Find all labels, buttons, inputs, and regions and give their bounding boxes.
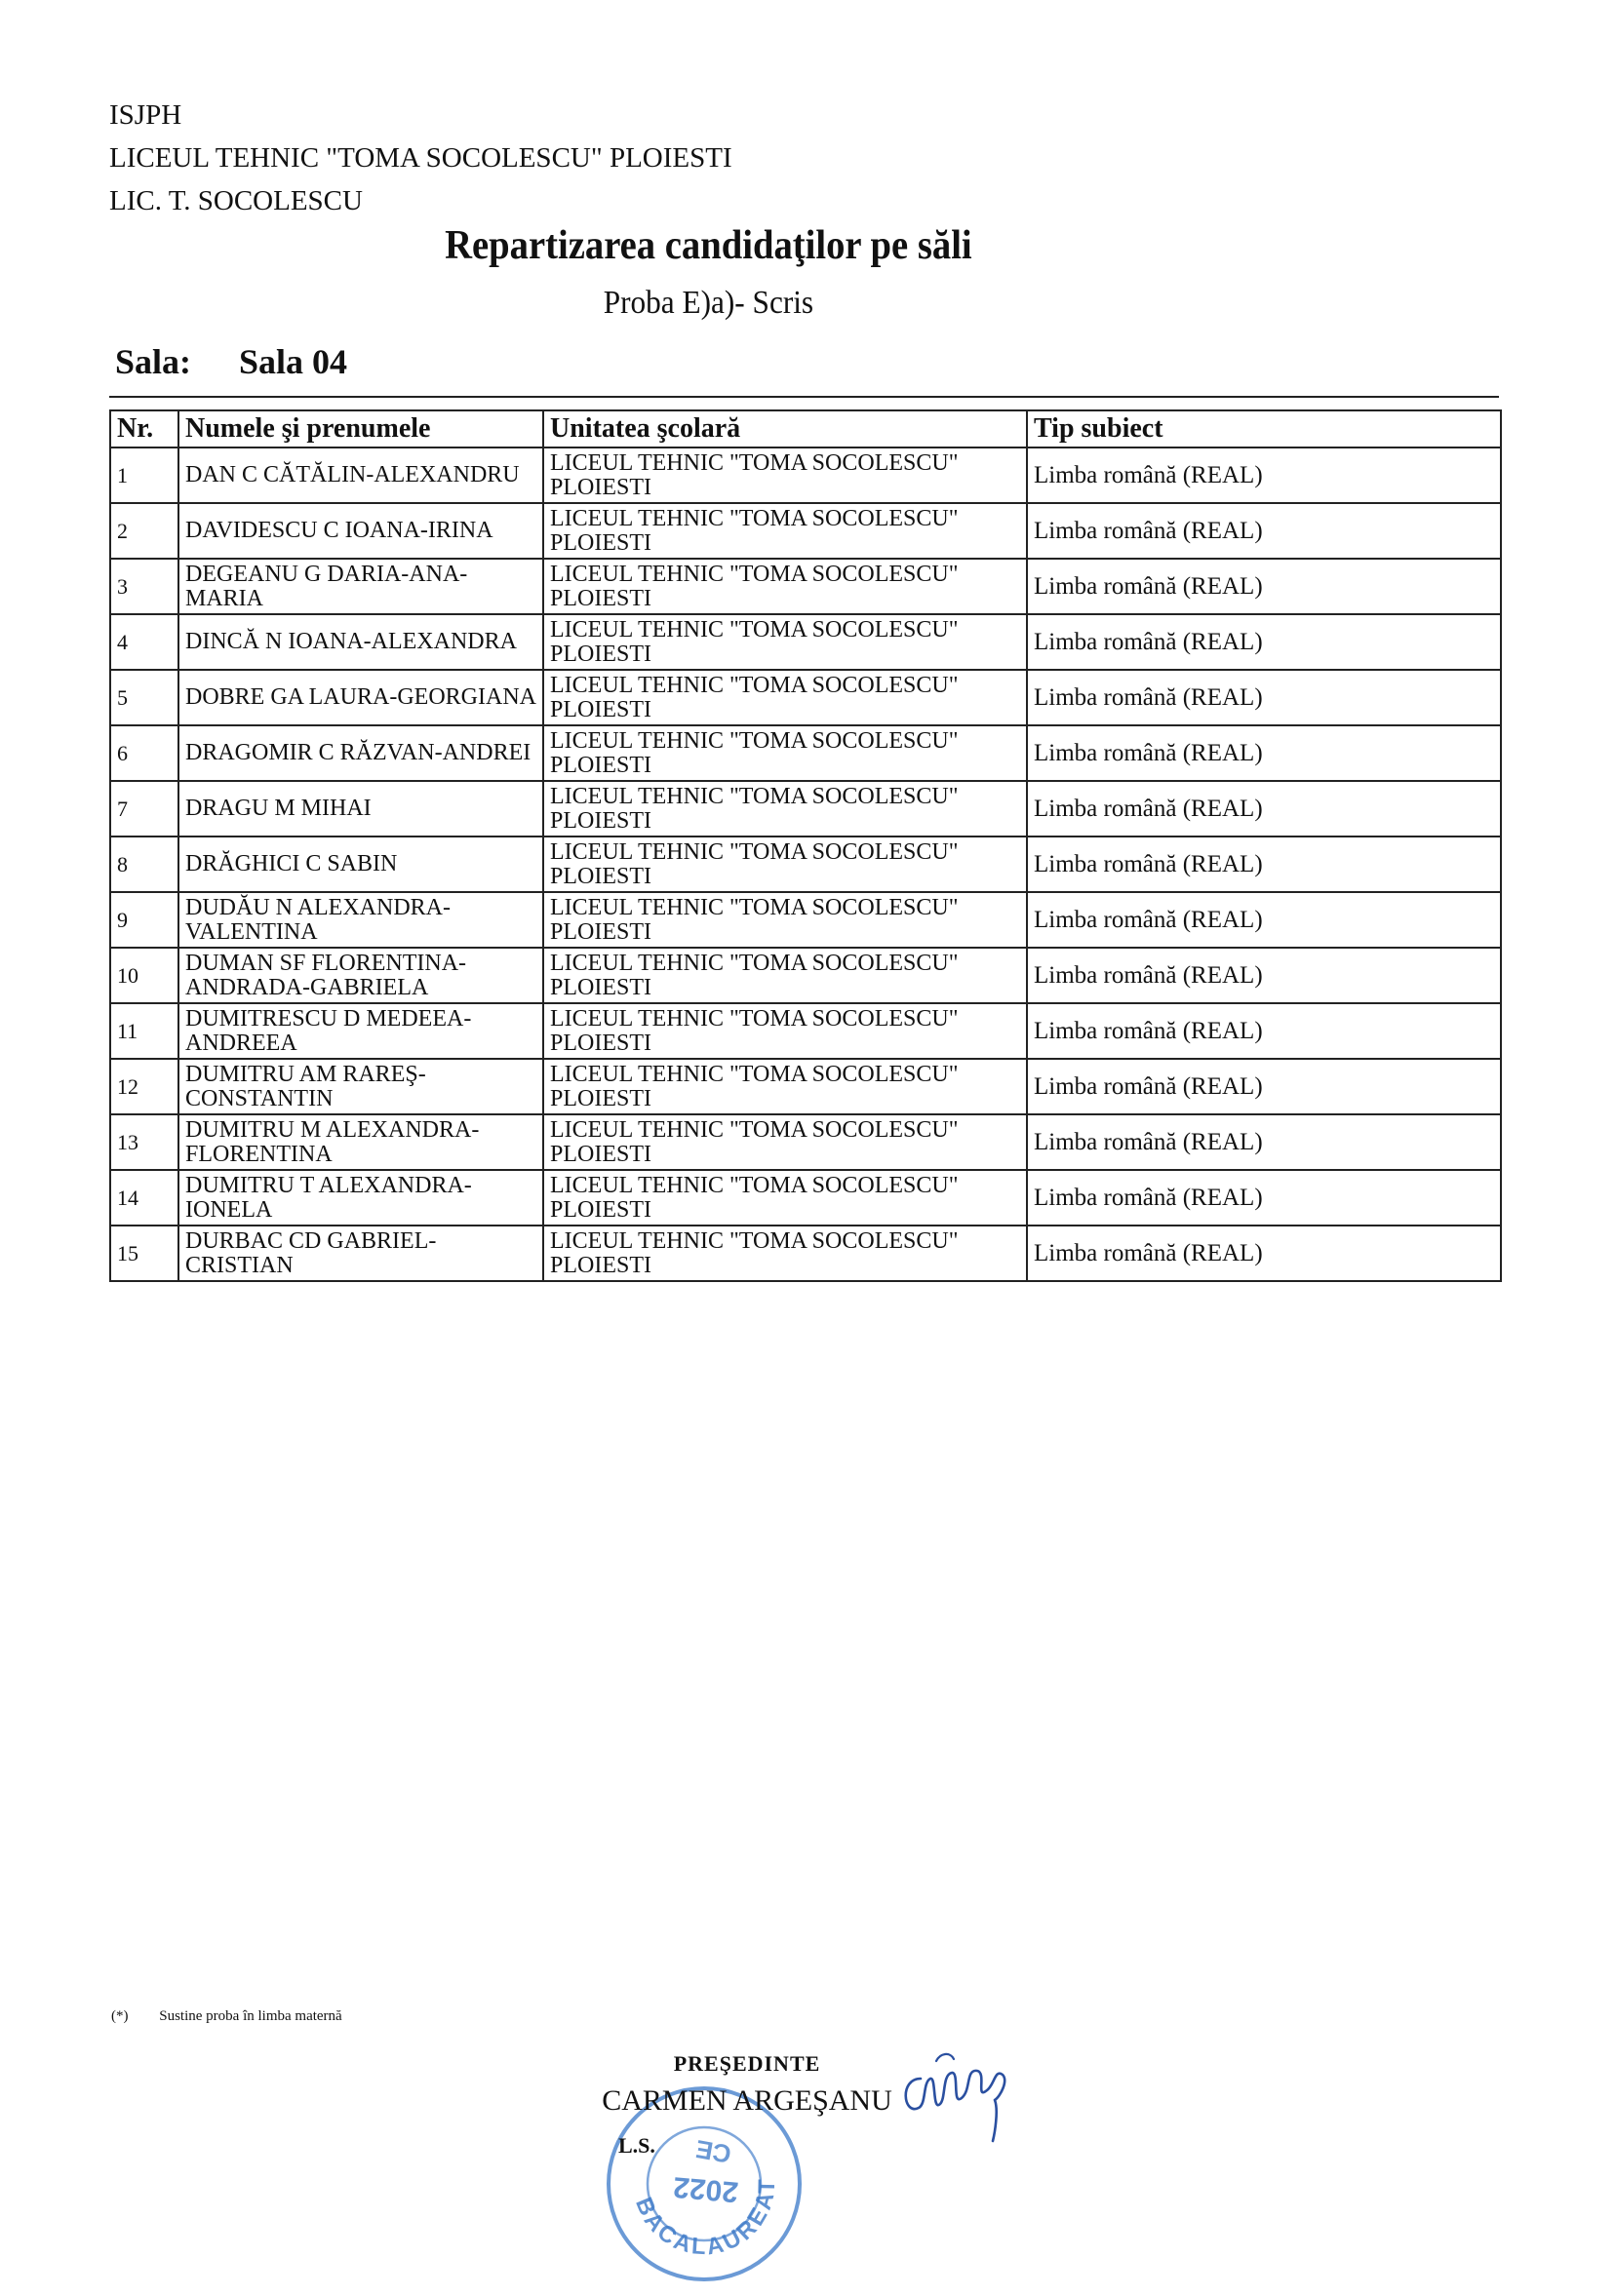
- room-value: Sala 04: [239, 342, 348, 381]
- row-subject: Limba română (REAL): [1027, 948, 1501, 1003]
- row-name: DUMITRU T ALEXANDRA-IONELA: [178, 1170, 543, 1226]
- row-nr: 15: [110, 1226, 178, 1281]
- row-nr: 4: [110, 614, 178, 670]
- row-name: DEGEANU G DARIA-ANA-MARIA: [178, 559, 543, 614]
- row-name: DAVIDESCU C IOANA-IRINA: [178, 503, 543, 559]
- table-row: [110, 781, 1501, 837]
- row-school: LICEUL TEHNIC "TOMA SOCOLESCU" PLOIESTI: [543, 1059, 1027, 1114]
- row-name: DUDĂU N ALEXANDRA-VALENTINA: [178, 892, 543, 948]
- row-school: LICEUL TEHNIC "TOMA SOCOLESCU" PLOIESTI: [543, 670, 1027, 725]
- row-nr: 7: [110, 781, 178, 837]
- header-line-2: LICEUL TEHNIC "TOMA SOCOLESCU" PLOIESTI: [109, 142, 732, 174]
- table-row: [110, 670, 1501, 725]
- row-subject: Limba română (REAL): [1027, 781, 1501, 837]
- header-line-1: ISJPH: [109, 99, 182, 131]
- table-row: [110, 1226, 1501, 1281]
- row-nr: 10: [110, 948, 178, 1003]
- president-name: CARMEN ARGEŞANU: [602, 2084, 892, 2117]
- row-school: LICEUL TEHNIC "TOMA SOCOLESCU" PLOIESTI: [543, 1114, 1027, 1170]
- row-nr: 1: [110, 448, 178, 503]
- column-header-name: Numele şi prenumele: [178, 410, 543, 448]
- row-subject: Limba română (REAL): [1027, 837, 1501, 892]
- row-school: LICEUL TEHNIC "TOMA SOCOLESCU" PLOIESTI: [543, 725, 1027, 781]
- candidates-table: [109, 409, 1502, 1282]
- top-rule: [109, 396, 1499, 398]
- row-name: DAN C CĂTĂLIN-ALEXANDRU: [178, 448, 543, 503]
- row-nr: 5: [110, 670, 178, 725]
- row-school: LICEUL TEHNIC "TOMA SOCOLESCU" PLOIESTI: [543, 837, 1027, 892]
- column-header-nr: Nr.: [110, 410, 178, 448]
- header-line-3: LIC. T. SOCOLESCU: [109, 185, 363, 216]
- row-subject: Limba română (REAL): [1027, 1059, 1501, 1114]
- row-subject: Limba română (REAL): [1027, 1003, 1501, 1059]
- row-name: DUMITRU M ALEXANDRA-FLORENTINA: [178, 1114, 543, 1170]
- column-header-subject: Tip subiect: [1027, 410, 1501, 448]
- row-subject: Limba română (REAL): [1027, 892, 1501, 948]
- row-nr: 11: [110, 1003, 178, 1059]
- row-subject: Limba română (REAL): [1027, 559, 1501, 614]
- stamp-year: 2022: [672, 2170, 740, 2208]
- footnote: [111, 2008, 342, 2025]
- table-row: [110, 1114, 1501, 1170]
- row-nr: 9: [110, 892, 178, 948]
- row-nr: 6: [110, 725, 178, 781]
- row-name: DRĂGHICI C SABIN: [178, 837, 543, 892]
- table-row: [110, 1003, 1501, 1059]
- row-subject: Limba română (REAL): [1027, 1170, 1501, 1226]
- row-school: LICEUL TEHNIC "TOMA SOCOLESCU" PLOIESTI: [543, 503, 1027, 559]
- row-name: DUMITRU AM RAREŞ-CONSTANTIN: [178, 1059, 543, 1114]
- room-info: [115, 341, 347, 382]
- column-header-school: Unitatea şcolară: [543, 410, 1027, 448]
- table-row: [110, 448, 1501, 503]
- row-nr: 12: [110, 1059, 178, 1114]
- row-nr: 14: [110, 1170, 178, 1226]
- table-row: [110, 559, 1501, 614]
- row-name: DURBAC CD GABRIEL-CRISTIAN: [178, 1226, 543, 1281]
- row-school: LICEUL TEHNIC "TOMA SOCOLESCU" PLOIESTI: [543, 614, 1027, 670]
- table-row: [110, 892, 1501, 948]
- signature: [893, 2040, 1030, 2161]
- table-header-row: [110, 410, 1501, 448]
- row-name: DUMAN SF FLORENTINA-ANDRADA-GABRIELA: [178, 948, 543, 1003]
- row-school: LICEUL TEHNIC "TOMA SOCOLESCU" PLOIESTI: [543, 892, 1027, 948]
- table-row: [110, 503, 1501, 559]
- row-school: LICEUL TEHNIC "TOMA SOCOLESCU" PLOIESTI: [543, 1170, 1027, 1226]
- row-subject: Limba română (REAL): [1027, 670, 1501, 725]
- footnote-mark: (*): [111, 2008, 129, 2024]
- table-row: [110, 948, 1501, 1003]
- stamp-code: CE: [693, 2134, 733, 2169]
- row-name: DRAGOMIR C RĂZVAN-ANDREI: [178, 725, 543, 781]
- president-role: PREŞEDINTE: [673, 2051, 821, 2076]
- ls-mark: L.S.: [618, 2133, 655, 2158]
- row-school: LICEUL TEHNIC "TOMA SOCOLESCU" PLOIESTI: [543, 781, 1027, 837]
- row-subject: Limba română (REAL): [1027, 1226, 1501, 1281]
- table-row: [110, 725, 1501, 781]
- table-row: [110, 1059, 1501, 1114]
- table-row: [110, 614, 1501, 670]
- row-subject: Limba română (REAL): [1027, 503, 1501, 559]
- document-title: Repartizarea candidaţilor pe săli: [445, 223, 972, 268]
- table-row: [110, 837, 1501, 892]
- footnote-text: Sustine proba în limba maternă: [159, 2008, 342, 2024]
- row-nr: 13: [110, 1114, 178, 1170]
- row-nr: 2: [110, 503, 178, 559]
- row-subject: Limba română (REAL): [1027, 1114, 1501, 1170]
- stamp-text: BACALAUREAT: [630, 2176, 781, 2261]
- row-name: DINCĂ N IOANA-ALEXANDRA: [178, 614, 543, 670]
- row-school: LICEUL TEHNIC "TOMA SOCOLESCU" PLOIESTI: [543, 948, 1027, 1003]
- room-label: Sala:: [115, 342, 192, 381]
- row-school: LICEUL TEHNIC "TOMA SOCOLESCU" PLOIESTI: [543, 1226, 1027, 1281]
- document-subtitle: Proba E)a)- Scris: [603, 285, 814, 321]
- row-subject: Limba română (REAL): [1027, 725, 1501, 781]
- row-name: DUMITRESCU D MEDEEA-ANDREEA: [178, 1003, 543, 1059]
- row-school: LICEUL TEHNIC "TOMA SOCOLESCU" PLOIESTI: [543, 448, 1027, 503]
- row-nr: 8: [110, 837, 178, 892]
- row-name: DOBRE GA LAURA-GEORGIANA: [178, 670, 543, 725]
- row-subject: Limba română (REAL): [1027, 448, 1501, 503]
- table-row: [110, 1170, 1501, 1226]
- row-school: LICEUL TEHNIC "TOMA SOCOLESCU" PLOIESTI: [543, 1003, 1027, 1059]
- row-nr: 3: [110, 559, 178, 614]
- row-subject: Limba română (REAL): [1027, 614, 1501, 670]
- row-name: DRAGU M MIHAI: [178, 781, 543, 837]
- signature-icon: [893, 2040, 1030, 2157]
- row-school: LICEUL TEHNIC "TOMA SOCOLESCU" PLOIESTI: [543, 559, 1027, 614]
